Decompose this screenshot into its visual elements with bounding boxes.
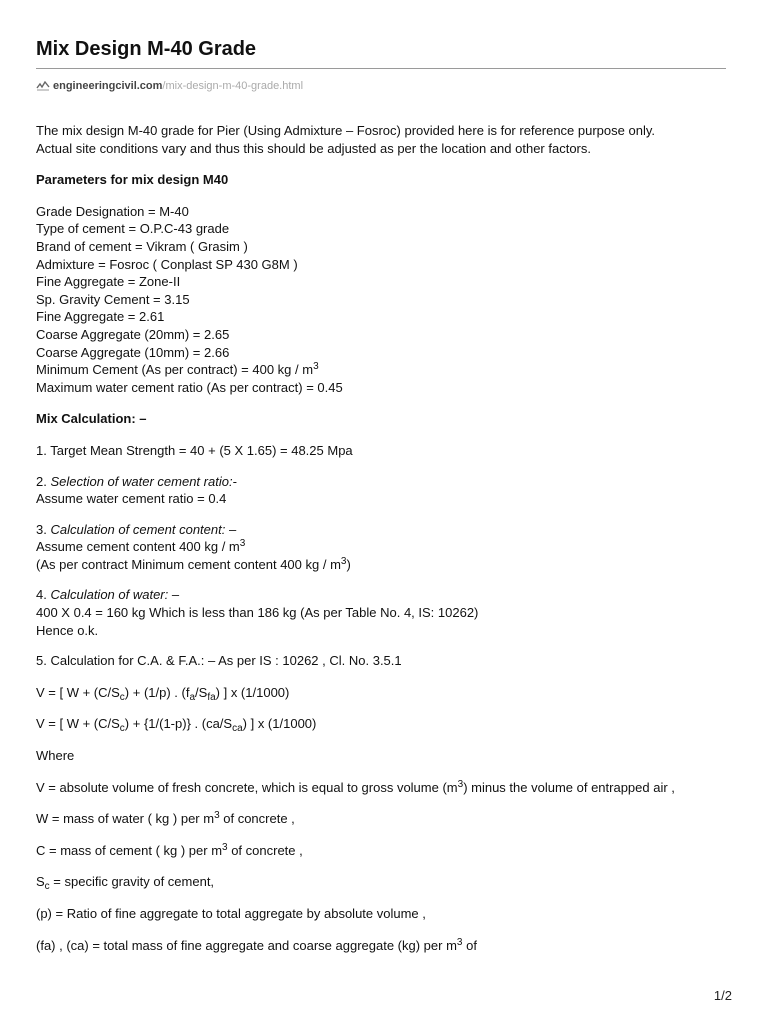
formula-1: V = [ $W + (C/S_c) + (1/p)$ . $(f_a/S_{fa})$ ] x (1/1000) [36, 684, 290, 703]
parameter-item: Fine Aggregate = Zone-II [36, 274, 181, 290]
parameter-item: Sp. Gravity Cement = 3.15 [36, 291, 190, 307]
step-3-line: Assume cement content 400 kg / $m^3$ [36, 538, 246, 555]
article-body [36, 122, 736, 954]
step-2-title: 2. Selection of water cement ratio:- [36, 473, 237, 489]
parameter-item: Fine Aggregate = 2.61 [36, 309, 165, 325]
definition-c: C = mass of cement ( kg ) per $m^3$ of concrete , [36, 841, 303, 858]
section-heading: Parameters for mix design M40 [36, 172, 229, 188]
source-domain[interactable]: engineeringcivil.com [53, 80, 163, 92]
formula-2: V = [ $W + (C/S_c) + \{1/(1-p)\}$ . $(ca/S_{ca})$ ] x (1/1000) [36, 716, 317, 735]
title-divider [36, 68, 726, 69]
parameter-item: Minimum Cement (As per contract) = 400 kg / $m^3$ [36, 361, 319, 378]
where-label: Where [36, 748, 75, 764]
definition-w: W = mass of water ( kg ) per $m^3$ of concrete , [36, 810, 295, 827]
step-3-line: (As per contract Minimum cement content 400 kg / $m^3$) [36, 555, 351, 572]
parameter-item: Coarse Aggregate (10mm) = 2.66 [36, 344, 230, 360]
definition-fa-ca: (fa) , (ca) = total mass of fine aggregate and coarse aggregate (kg) per $m^3$ of [36, 936, 477, 953]
step-4-line: 400 X 0.4 = 160 kg Which is less than 186 kg (As per Table No. 4, IS: 10262) [36, 605, 479, 621]
parameter-item: Grade Designation = M-40 [36, 203, 189, 219]
step-4-line: Hence o.k. [36, 622, 99, 638]
definition-v: V = absolute volume of fresh concrete, which is equal to gross volume $(m^3)$ minus the volume of entrapped air , [36, 778, 675, 795]
step-2-line: Assume water cement ratio = 0.4 [36, 491, 227, 507]
parameter-item: Coarse Aggregate (20mm) = 2.65 [36, 326, 230, 342]
page-title: Mix Design M-40 Grade [36, 38, 257, 60]
parameter-item: Admixture = Fosroc ( Conplast SP 430 G8M ) [36, 256, 298, 272]
page-number: 1/2 [713, 988, 732, 1003]
intro-line: Actual site conditions vary and thus this should be adjusted as per the location and other factors. [36, 140, 592, 156]
step-4-title: 4. Calculation of water: – [36, 587, 180, 603]
definition-sc: $S_c$ = specific gravity of cement, [36, 874, 215, 893]
intro-line: The mix design M-40 grade for Pier (Using Admixture – Fosroc) provided here is for reference purpose only. [36, 123, 655, 138]
step-5: 5. Calculation for C.A. & F.A.: – As per IS : 10262 , Cl. No. 3.5.1 [36, 653, 402, 669]
source-line [36, 79, 303, 93]
site-logo-icon [36, 81, 50, 91]
definition-p: (p) = Ratio of fine aggregate to total aggregate by absolute volume , [36, 906, 426, 921]
parameter-item: Maximum water cement ratio (As per contract) = 0.45 [36, 379, 343, 395]
parameter-item: Type of cement = O.P.C-43 grade [36, 221, 230, 237]
section-heading: Mix Calculation: – [36, 411, 147, 427]
parameter-item: Brand of cement = Vikram ( Grasim ) [36, 238, 248, 254]
parameter-list [36, 203, 736, 361]
step-1: 1. Target Mean Strength = 40 + (5 X 1.65) = 48.25 Mpa [36, 442, 353, 458]
source-path[interactable]: /mix-design-m-40-grade.html [162, 80, 304, 92]
step-3-title: 3. Calculation of cement content: – [36, 521, 237, 537]
